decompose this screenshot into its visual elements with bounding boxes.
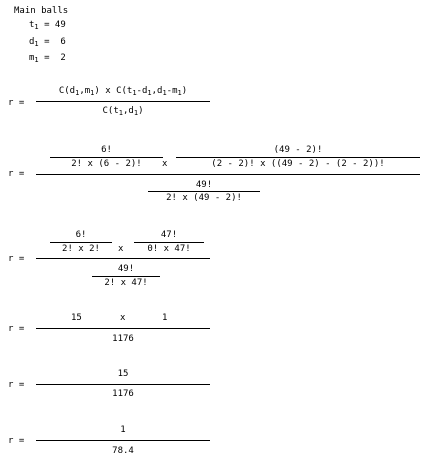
fraction-bar: [36, 384, 210, 385]
step4-right-value: 1: [162, 313, 168, 323]
main-fraction-bar: [36, 174, 420, 175]
step4-denominator: 1176: [112, 334, 134, 344]
t1-value: 49: [54, 20, 66, 30]
m-subscript: 1: [34, 56, 39, 64]
step5-denominator: 1176: [112, 389, 134, 399]
step2-left-numerator: 6!: [101, 145, 112, 155]
t-subscript: 1: [34, 23, 39, 31]
fraction-bar: [36, 328, 210, 329]
d1-definition: [29, 37, 66, 48]
t1-definition: [29, 20, 66, 31]
d-symbol: d: [29, 37, 35, 47]
fraction-bar: [176, 157, 420, 158]
fraction-bar: [50, 242, 112, 243]
multiply-sign: x: [162, 159, 168, 169]
m1-definition: [29, 53, 66, 64]
equals-sign: =: [44, 53, 50, 63]
t-symbol: t: [29, 20, 35, 30]
step4-left-value: 15: [71, 313, 82, 323]
d1-value: 6: [60, 37, 66, 47]
fraction-bar: [134, 242, 204, 243]
step3-left-numerator: 6!: [75, 230, 87, 240]
d-subscript: 1: [34, 40, 39, 48]
fraction-bar: [50, 157, 163, 158]
main-fraction-bar: [36, 258, 210, 259]
m-symbol: m: [29, 53, 35, 63]
r-label: r =: [8, 436, 25, 446]
r-label: r =: [8, 169, 25, 179]
step3-right-denominator: 0! x 47!: [147, 244, 191, 254]
section-title: Main balls: [14, 6, 69, 16]
fraction-bar: [92, 276, 160, 277]
step1-denominator: $C(t_1,d_1)$: [102, 106, 144, 117]
step2-bottom-numerator: 49!: [195, 180, 213, 190]
step2-bottom-denominator: 2! x (49 - 2)!: [166, 193, 242, 203]
equals-sign: =: [44, 37, 50, 47]
step3-bottom-denominator: 2! x 47!: [104, 278, 148, 288]
multiply-sign: x: [120, 313, 126, 323]
r-label: r =: [8, 324, 25, 334]
fraction-bar: [148, 191, 260, 192]
step1-numerator: $C(d_1,m_1)$ x $C(t_1-d_1,d_1-m_1)$: [58, 86, 188, 97]
step5-numerator: 15: [117, 369, 129, 379]
fraction-bar: [36, 101, 210, 102]
step2-left-denominator: 2! x (6 - 2)!: [71, 159, 142, 169]
step2-right-numerator: (49 - 2)!: [273, 145, 323, 155]
fraction-bar: [36, 440, 210, 441]
step3-bottom-numerator: 49!: [117, 264, 135, 274]
r-label: r =: [8, 254, 25, 264]
step6-numerator: 1: [120, 425, 126, 435]
m1-value: 2: [60, 53, 66, 63]
r-label: r =: [8, 380, 25, 390]
equals-sign: =: [44, 20, 50, 30]
step6-denominator: 78.4: [112, 446, 134, 456]
step3-right-numerator: 47!: [160, 230, 178, 240]
step2-right-denominator: (2 - 2)! x ((49 - 2) - (2 - 2))!: [211, 159, 385, 169]
r-label: r =: [8, 98, 25, 108]
multiply-sign: x: [118, 244, 124, 254]
step3-left-denominator: 2! x 2!: [62, 244, 100, 254]
